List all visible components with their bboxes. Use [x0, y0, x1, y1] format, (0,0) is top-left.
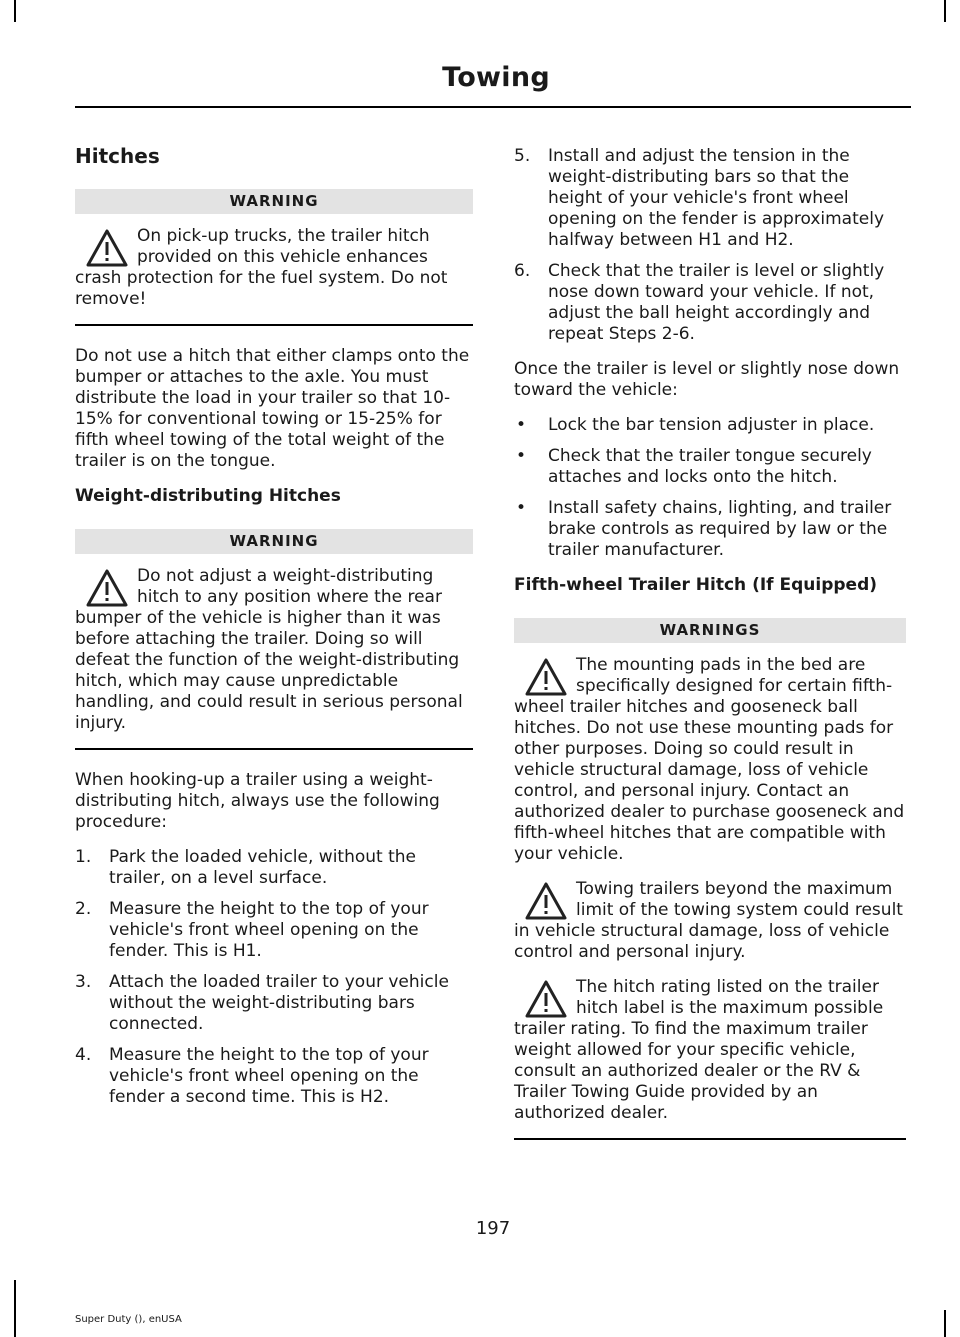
list-item [514, 446, 906, 488]
step-text: Check that the trailer is level or slightly nose down toward your vehicle. If not, adjust the ball height accordingly and repeat Steps 2-6. [548, 261, 885, 344]
header-divider [75, 106, 911, 108]
warning-triangle-icon [85, 228, 129, 268]
warning-label: WARNINGS [514, 618, 906, 643]
crop-mark [14, 1280, 16, 1337]
warning-text: The mounting pads in the bed are specifically designed for certain fifth-wheel trailer hitches and gooseneck ball hitches. Do not use these mounting pads for other purposes. Doing so could result in vehicle structural damage, loss of vehicle control, and personal injury. Contact an authorized dealer to purchase gooseneck and fifth-wheel hitches that are compatible with your vehicle. [514, 655, 905, 864]
list-item [75, 972, 473, 1035]
crop-mark [944, 0, 946, 22]
list-item [75, 899, 473, 962]
list-item [514, 261, 906, 345]
warning-divider [514, 1138, 906, 1140]
step-number: 2. [75, 899, 92, 919]
step-text: Install and adjust the tension in the weight-distributing bars so that the height of your vehicle's front wheel opening on the fender is approximately halfway between H1 and H2. [548, 146, 885, 250]
body-paragraph: Once the trailer is level or slightly nose down toward the vehicle: [514, 359, 900, 400]
procedure-list [514, 146, 906, 345]
crop-mark [14, 0, 16, 22]
warning-label: WARNING [75, 189, 473, 214]
step-number: 5. [514, 146, 531, 166]
warning-text: Towing trailers beyond the maximum limit of the towing system could result in vehicle structural damage, loss of vehicle control and personal injury. [514, 879, 903, 962]
warning-divider [75, 324, 473, 326]
body-paragraph: When hooking-up a trailer using a weight-distributing hitch, always use the following procedure: [75, 770, 440, 832]
warning-text: Do not adjust a weight-distributing hitch to any position where the rear bumper of the vehicle is higher than it was before attaching the trailer. Doing so will defeat the function of the weight-distributing hitch, which may cause unpredictable handling, and could result in serious personal injury. [75, 566, 463, 733]
warning-block [514, 655, 906, 865]
bullet-text: Lock the bar tension adjuster in place. [548, 415, 875, 435]
warning-block [75, 566, 473, 734]
warning-triangle-icon [524, 657, 568, 697]
right-column [514, 146, 906, 1160]
step-number: 1. [75, 847, 92, 867]
bullet-text: Check that the trailer tongue securely attaches and locks onto the hitch. [548, 446, 872, 487]
bullet-list [514, 415, 906, 561]
bullet-icon: • [516, 415, 527, 435]
page-number: 197 [475, 1218, 511, 1239]
footer-text: Super Duty (), enUSA [75, 1314, 182, 1325]
list-item [514, 415, 906, 436]
warning-block [75, 226, 473, 310]
warning-text: On pick-up trucks, the trailer hitch provided on this vehicle enhances crash protection for the fuel system. Do not remove! [75, 226, 448, 309]
list-item [75, 1045, 473, 1108]
step-text: Measure the height to the top of your vehicle's front wheel opening on the fender. This is H1. [109, 899, 429, 961]
list-item [514, 146, 906, 251]
bullet-icon: • [516, 498, 527, 518]
list-item [75, 847, 473, 889]
subsection-title: Fifth-wheel Trailer Hitch (If Equipped) [514, 575, 878, 595]
warning-text: The hitch rating listed on the trailer hitch label is the maximum possible trailer rating. To find the maximum trailer weight allowed for your specific vehicle, consult an authorized dealer or the RV & Trailer Towing Guide provided by an authorized dealer. [514, 977, 884, 1123]
procedure-list [75, 847, 473, 1108]
section-title: Hitches [75, 144, 160, 168]
warning-triangle-icon [524, 979, 568, 1019]
subsection-title: Weight-distributing Hitches [75, 486, 341, 506]
bullet-icon: • [516, 446, 527, 466]
step-number: 3. [75, 972, 92, 992]
step-text: Park the loaded vehicle, without the trailer, on a level surface. [109, 847, 416, 888]
list-item [514, 498, 906, 561]
left-column [75, 146, 473, 1122]
body-paragraph: Do not use a hitch that either clamps onto the bumper or attaches to the axle. You must distribute the load in your trailer so that 10-15% for conventional towing or 15-25% for fifth wheel towing of the total weight of the trailer is on the tongue. [75, 346, 470, 471]
bullet-text: Install safety chains, lighting, and trailer brake controls as required by law or the trailer manufacturer. [548, 498, 892, 560]
warning-block [514, 977, 906, 1124]
warning-triangle-icon [85, 568, 129, 608]
warning-label: WARNING [75, 529, 473, 554]
step-number: 4. [75, 1045, 92, 1065]
warning-block [514, 879, 906, 963]
warning-divider [75, 748, 473, 750]
crop-mark [944, 1310, 946, 1337]
warning-triangle-icon [524, 881, 568, 921]
step-text: Attach the loaded trailer to your vehicle without the weight-distributing bars connected. [109, 972, 449, 1034]
page-title: Towing [442, 62, 550, 93]
step-text: Measure the height to the top of your vehicle's front wheel opening on the fender a second time. This is H2. [109, 1045, 429, 1107]
step-number: 6. [514, 261, 531, 281]
